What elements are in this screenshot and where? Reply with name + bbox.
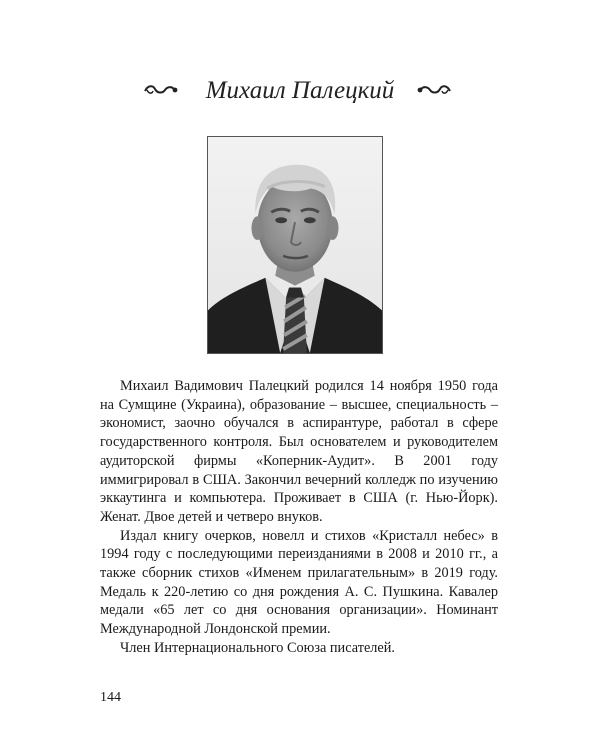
title-row [0,74,600,114]
flourish-icon [416,82,452,98]
bio-paragraph: Член Интернационального Союза писателей. [120,639,395,656]
author-portrait [207,136,383,354]
author-name-title: Михаил Палецкий [205,77,395,104]
bio-paragraph: Издал книгу очерков, новелл и стихов «Кристалл небес» в 1994 году с последующими переизданиями в 2008 и 2010 гг., а также сборник стихов «Именем прилагательным» в 2019 году. Медаль к 220-летию со дня рождения А. С. Пушкина. Кавалер медали «65 лет со дня основания организации». Номинант Международной Лондонской премии. [100,527,498,638]
portrait-illustration [208,137,382,353]
flourish-icon [143,82,179,98]
page-number: 144 [100,690,121,705]
bio-paragraph: Михаил Вадимович Палецкий родился 14 ноября 1950 года на Сумщине (Украина), образование – высшее, специальность – экономист, заочно обучался в аспирантуре, работал в сфере государственного контроля. Был основателем и руководителем аудиторской фирмы «Коперник-Аудит». В 2001 году иммигрировал в США. Закончил вечерний колледж по изучению эккаутинга и компьютера. Проживает в США (г. Нью-Йорк). Женат. Двое детей и четверо внуков. [100,378,498,525]
biography-text [100,377,498,658]
